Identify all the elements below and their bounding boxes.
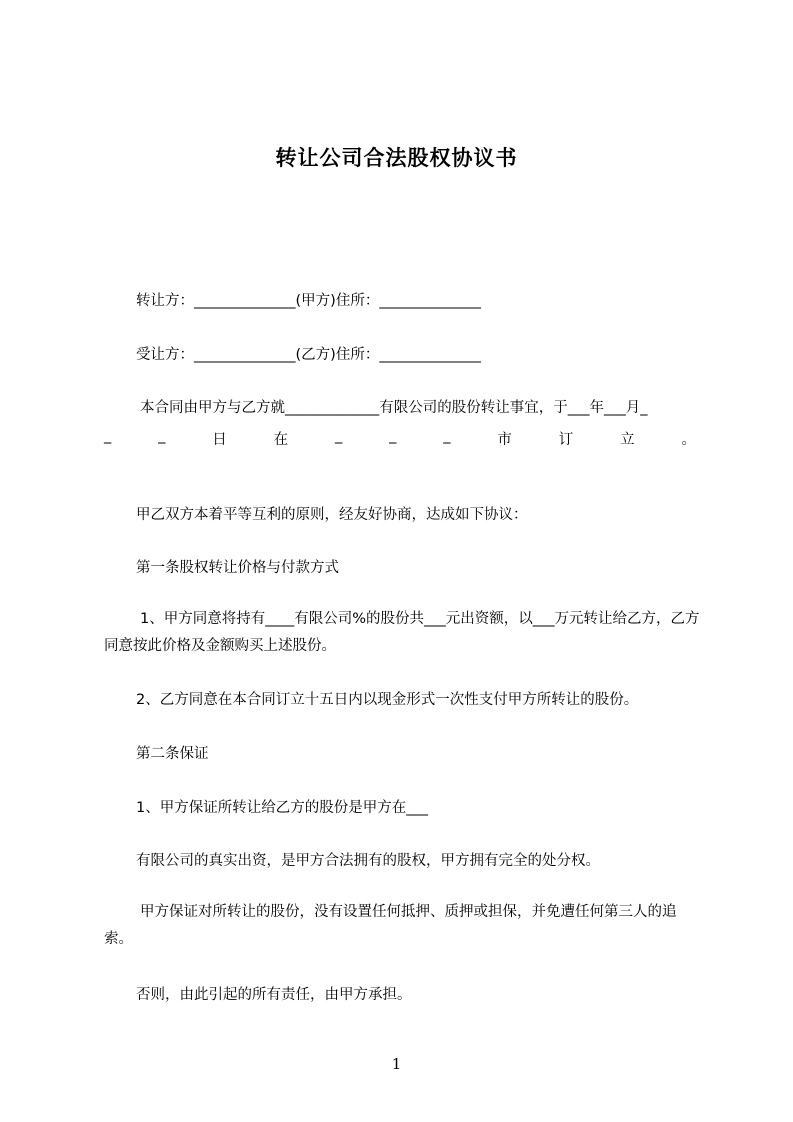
intro-line-2 [104,428,696,449]
article-2-paragraph-2: 甲方保证对所转让的股份，没有设置任何抵押、质押或担保，并免遭任何第三人的追索。 [104,904,677,947]
article-1-item-2: 2、乙方同意在本合同订立十五日内以现金形式一次性支付甲方所转让的股份。 [136,692,639,708]
intro-token: _ [335,428,343,444]
article-2-paragraph-1: 有限公司的真实出资，是甲方合法拥有的股权，甲方拥有完全的处分权。 [136,853,600,869]
page-number: 1 [391,1055,402,1073]
article-1-heading: 第一条股权转让价格与付款方式 [136,560,339,576]
intro-token: 在 [273,432,289,448]
intro-token: 订 [558,432,574,448]
transferor-line: 转让方：______________(甲方)住所：______________ [136,293,481,309]
article-2-item-1: 1、甲方保证所转让给乙方的股份是甲方在___ [136,800,428,816]
transferee-line: 受让方：______________(乙方)住所：______________ [136,347,481,363]
intro-token: 立 [620,432,635,448]
intro-token: 市 [497,432,512,448]
document-title: 转让公司合法股权协议书 [275,146,518,170]
intro-token: _ [104,428,112,444]
intro-token: 。 [681,432,696,448]
article-2-heading: 第二条保证 [136,746,209,762]
article-2-paragraph-3: 否则，由此引起的所有责任，由甲方承担。 [136,987,412,1003]
intro-token: _ [389,428,397,444]
agreement-line: 甲乙双方本着平等互利的原则，经友好协商，达成如下协议： [136,507,528,523]
intro-token: 日 [212,432,227,448]
intro-token: _ [158,428,166,444]
intro-token: _ [443,428,451,444]
article-1-item-1: 1、甲方同意将持有____有限公司%的股份共___元出资额，以___万元转让给乙方，乙方同意按此价格及金额购买上述股份。 [104,611,700,654]
intro-line-1: 本合同由甲方与乙方就_____________有限公司的股份转让事宜，于___年___月_ [140,400,648,416]
